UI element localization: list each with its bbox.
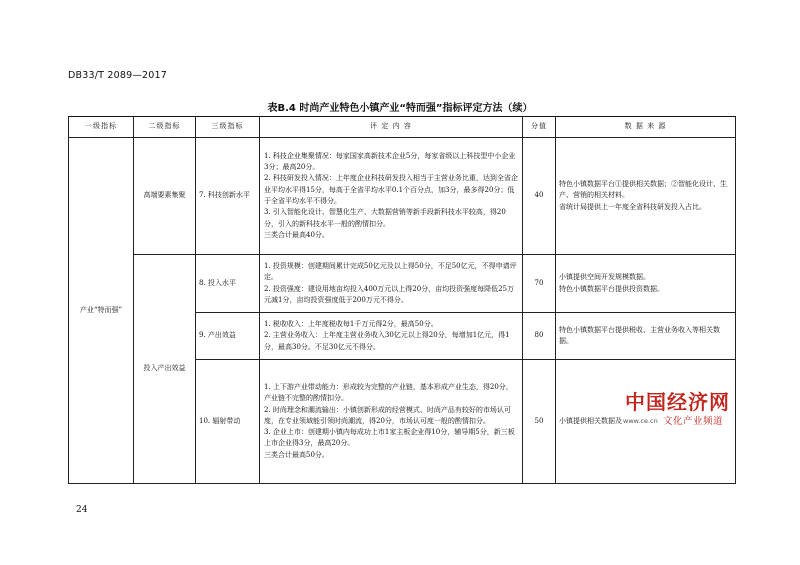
column-header: 二级指标: [134, 117, 196, 138]
score-cell: 50: [523, 360, 556, 484]
standard-code: DB33/T 2089—2017: [68, 70, 167, 81]
column-header: 三级指标: [196, 117, 260, 138]
criteria-item: 1. 投资规模：创建期间累计完成50亿元及以上得50分，不足50亿元，不得申请评定。: [264, 261, 517, 282]
table-row: [69, 255, 736, 313]
criteria-cell: [260, 313, 523, 360]
source-cell: 特色小镇数据平台①提供相关数据；②智能化设计、生产、营销的相关材料。 省统计局提供上一年度全省科技研发投入占比。: [556, 138, 736, 255]
source-cell: 小镇提供相关数据及: [556, 360, 736, 484]
level3-indicator: 10. 辐射带动: [196, 360, 260, 484]
criteria-item: 2. 时尚理念和潮流输出：小镇创新形成的经营模式、时尚产品有较好的市场认可度，在专业领域能引领时尚潮流，得20分，市场认可度一般的酌情扣分。: [264, 405, 511, 425]
watermark: [583, 386, 743, 432]
criteria-item: 3. 企业上市：创建期小镇内每成功上市1家主板企业得10分，辅导期5分，新三板上市企业得3分，最高20分。: [264, 428, 515, 448]
level3-indicator: 8. 投入水平: [196, 255, 260, 313]
level2-indicator: 高端要素集聚: [134, 138, 196, 255]
criteria-item: 2. 主营业务收入：上年度主营业务收入30亿元以上得20分，每增加1亿元，得1分，最高30分。不足30亿元不得分。: [264, 331, 510, 351]
criteria-cell: [260, 360, 523, 484]
criteria-item: 2. 投资强度：建设用地亩均投入400万元以上得20分，亩均投资强度每降低25万元减1分，亩均投资强度低于200万元不得分。: [264, 284, 515, 304]
column-header: 评 定 内 容: [260, 117, 523, 138]
criteria-item: 2. 科技研发投入情况：上年度企业科技研发投入相当于主营业务比重，达到全省企业平均水平得15分，每高于全省平均水平0.1个百分点，加3分，最多得20分；低于全省平均水平不得分。: [264, 174, 518, 205]
criteria-item: 三类合计最高40分。: [264, 230, 329, 239]
score-cell: 40: [523, 138, 556, 255]
table-title: 表B.4 时尚产业特色小镇产业“特而强”指标评定方法（续）: [267, 103, 533, 114]
criteria-cell: [260, 255, 523, 313]
criteria-item: 1. 科技企业集聚情况：每家国家高新技术企业5分，每家省级以上科技型中小企业3分；最高20分。: [264, 151, 516, 172]
column-header: 一级指标: [69, 117, 134, 138]
table-header-row: [69, 117, 736, 138]
criteria-item: 1. 税收收入：上年度税收每1千万元得2分，最高50分。: [264, 320, 438, 329]
table-row: [69, 138, 736, 255]
source-cell: 小镇提供空间开发规模数据。 特色小镇数据平台提供投资数据。: [556, 255, 736, 313]
criteria-item: 三类合计最高50分。: [264, 450, 329, 459]
watermark-channel: 文化产业频道: [663, 416, 724, 427]
score-cell: 70: [523, 255, 556, 313]
level2-indicator: 投入产出效益: [134, 255, 196, 484]
watermark-url: www.ce.cn: [623, 417, 658, 425]
criteria-cell: [260, 138, 523, 255]
criteria-item: 1. 上下游产业带动能力：形成较为完整的产业链，基本形成产业生态，得20分，产业链不完整的酌情扣分。: [264, 382, 513, 403]
criteria-item: 3. 引入智能化设计、智慧化生产、大数据营销等新手段新科技水平较高，得20分，引入的新科技水平一般的酌情扣分。: [264, 208, 506, 228]
watermark-logo-text: 中国经济网: [625, 390, 730, 414]
level3-indicator: 7. 科技创新水平: [196, 138, 260, 255]
level3-indicator: 9. 产出效益: [196, 313, 260, 360]
source-cell: 特色小镇数据平台提供税收、主营业务收入等相关数据。: [556, 313, 736, 360]
level1-indicator: 产业“特而强”: [69, 138, 134, 484]
column-header: 分值: [523, 117, 556, 138]
score-cell: 80: [523, 313, 556, 360]
page-number: 24: [76, 505, 88, 515]
column-header: 数 据 来 源: [556, 117, 736, 138]
